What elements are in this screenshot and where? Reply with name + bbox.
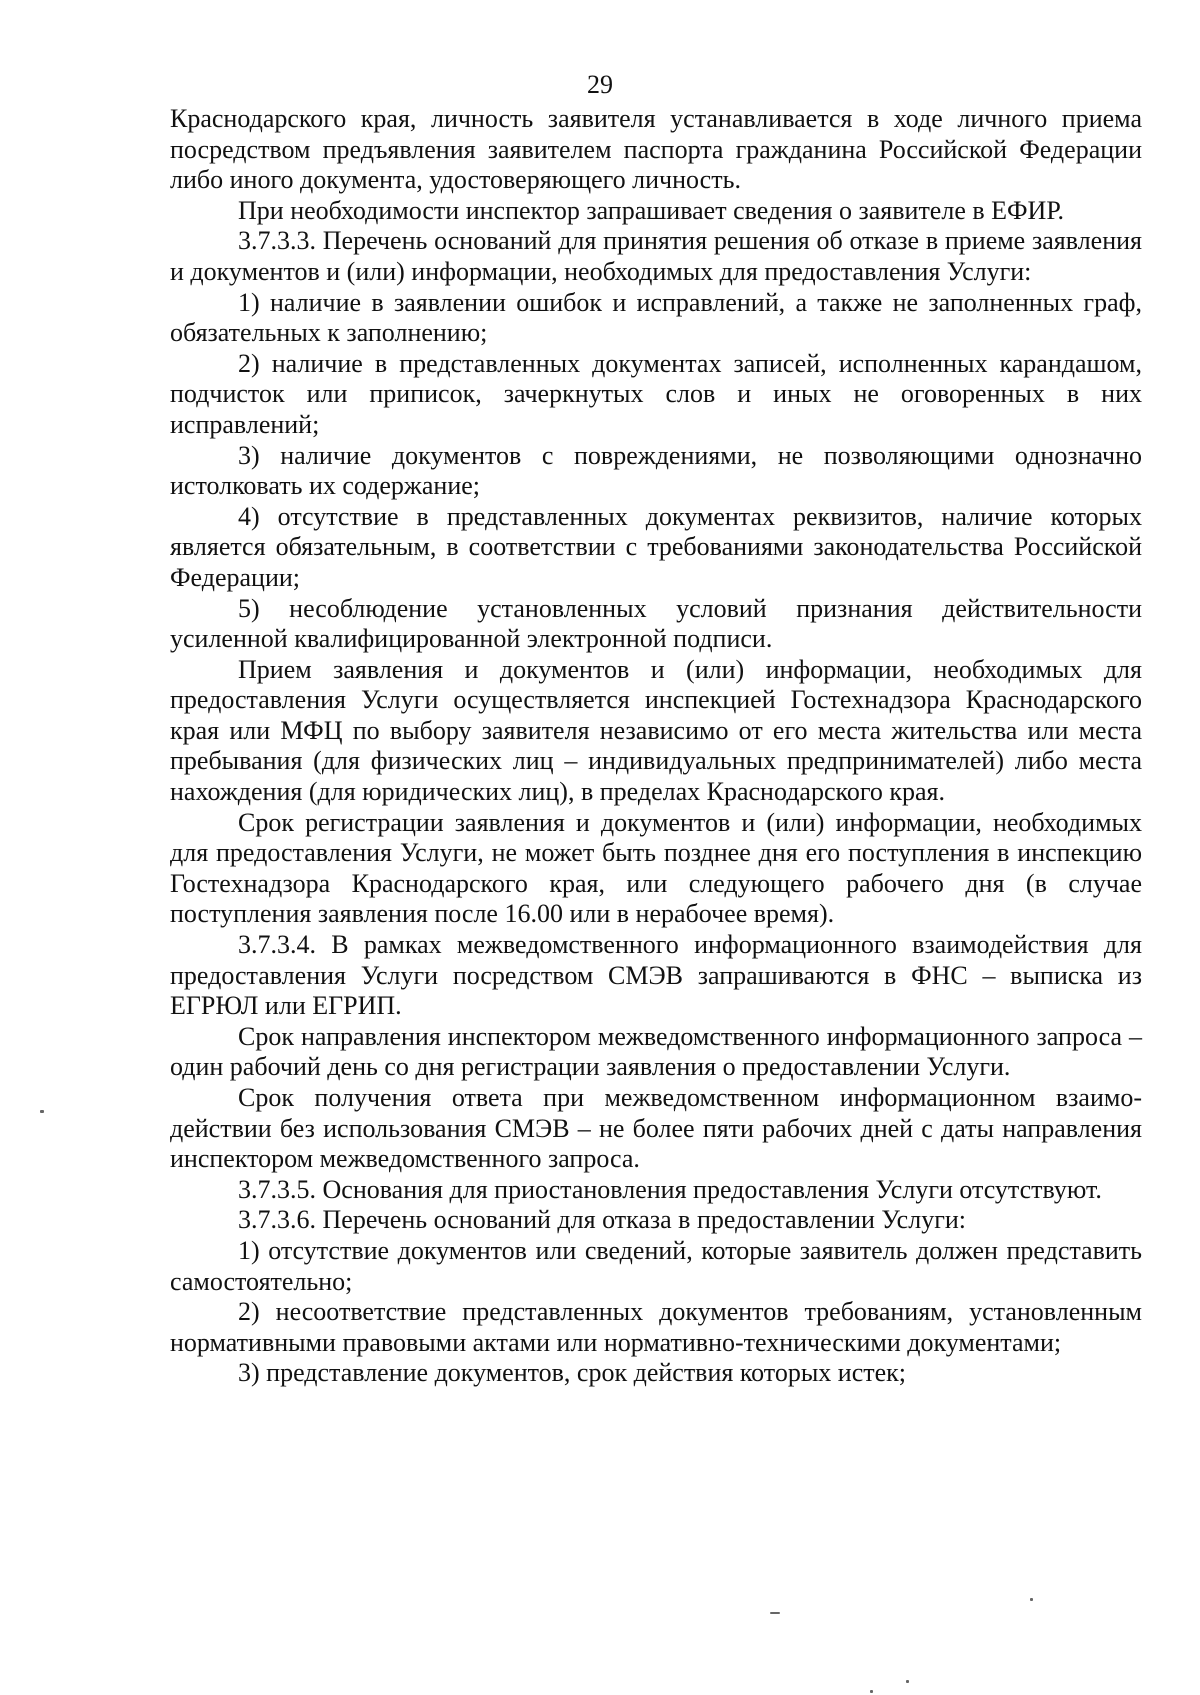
list-item-denial-3: 3) представление документов, срок действия которых истек; xyxy=(238,1358,907,1388)
scan-speck xyxy=(906,1680,909,1683)
list-item-refusal-1: 1) наличие в заявлении ошибок и исправлений, а также не заполненных граф, обязательных к заполнению; xyxy=(170,287,1142,348)
page-number: 29 xyxy=(587,70,613,99)
paragraph-reception: Прием заявления и документов и (или) информации, необходимых для предоставления Услуги осуществляется инспекцией Гостехнадзора Краснодарского края или МФЦ по выбору заявителя независимо от его места жительства или места пребывания (для физических лиц – индивидуальных предпринимателей) либо места нахождения (для юридических лиц), в пределах Краснодарского края. xyxy=(170,654,1142,807)
paragraph-continuation: Краснодарского края, личность заявителя устанавливается в ходе личного приема посредством предъявления заявителем паспорта гражданина Российской Федерации либо иного документа, удостоверяющего личность. xyxy=(170,104,1142,195)
list-item-denial-2: 2) несоответствие представленных документов требованиям, установленным нормативными правовыми актами или нормативно-техническими документами; xyxy=(170,1297,1142,1357)
scan-speck xyxy=(870,1690,873,1693)
paragraph-3-7-3-5: 3.7.3.5. Основания для приостановления предоставления Услуги отсутствуют. xyxy=(238,1174,1102,1204)
list-item-refusal-4: 4) отсутствие в представленных документах реквизитов, наличие которых является обязательным, в соответствии с требованиями законодательства Российской Федерации; xyxy=(170,501,1142,592)
scan-speck xyxy=(40,1110,44,1113)
list-item-refusal-5: 5) несоблюдение установленных условий признания действительности усиленной квалифицированной электронной подписи. xyxy=(170,593,1142,654)
paragraph-3-7-3-4: 3.7.3.4. В рамках межведомственного информационного взаимодействия для предоставления Услуги посредством СМЭВ запрашиваются в ФНС – выписка из ЕГРЮЛ или ЕГРИП. xyxy=(170,930,1142,1021)
scan-speck xyxy=(1030,1598,1033,1601)
paragraph-3-7-3-3: 3.7.3.3. Перечень оснований для принятия решения об отказе в приеме заявления и документов и (или) информации, необходимых для предоставления Услуги: xyxy=(170,226,1142,286)
paragraph-registration-term: Срок регистрации заявления и документов и (или) информации, необходимых для предоставления Услуги, не может быть позднее дня его поступления в инспекцию Гостехнадзора Краснодарского края, или следующего рабочего дня (в случае поступления заявления после 16.00 или в нерабочее время). xyxy=(170,807,1142,929)
paragraph-efir-request: При необходимости инспектор запрашивает сведения о заявителе в ЕФИР. xyxy=(238,195,1065,225)
document-body xyxy=(170,104,1142,1389)
list-item-refusal-3: 3) наличие документов с повреждениями, не позволяющими однозначно истолковать их содержание; xyxy=(170,440,1142,501)
paragraph-request-term: Срок направления инспектором межведомственного информационного запроса – один рабочий день со дня регистрации заявления о предоставлении Услуги. xyxy=(170,1021,1142,1082)
list-item-refusal-2: 2) наличие в представленных документах записей, исполненных карандашом, подчисток или приписок, зачеркнутых слов и иных не оговоренных в них исправлений; xyxy=(170,348,1142,439)
scan-speck xyxy=(770,1612,780,1614)
paragraph-3-7-3-6: 3.7.3.6. Перечень оснований для отказа в предоставлении Услуги: xyxy=(238,1205,966,1235)
paragraph-response-term: Срок получения ответа при межведомственном информационном взаимодействии без использования СМЭВ – не более пяти рабочих дней с даты направления инспектором межведомственного запроса. xyxy=(170,1083,1142,1174)
list-item-denial-1: 1) отсутствие документов или сведений, которые заявитель должен представить самостоятельно; xyxy=(170,1235,1142,1296)
